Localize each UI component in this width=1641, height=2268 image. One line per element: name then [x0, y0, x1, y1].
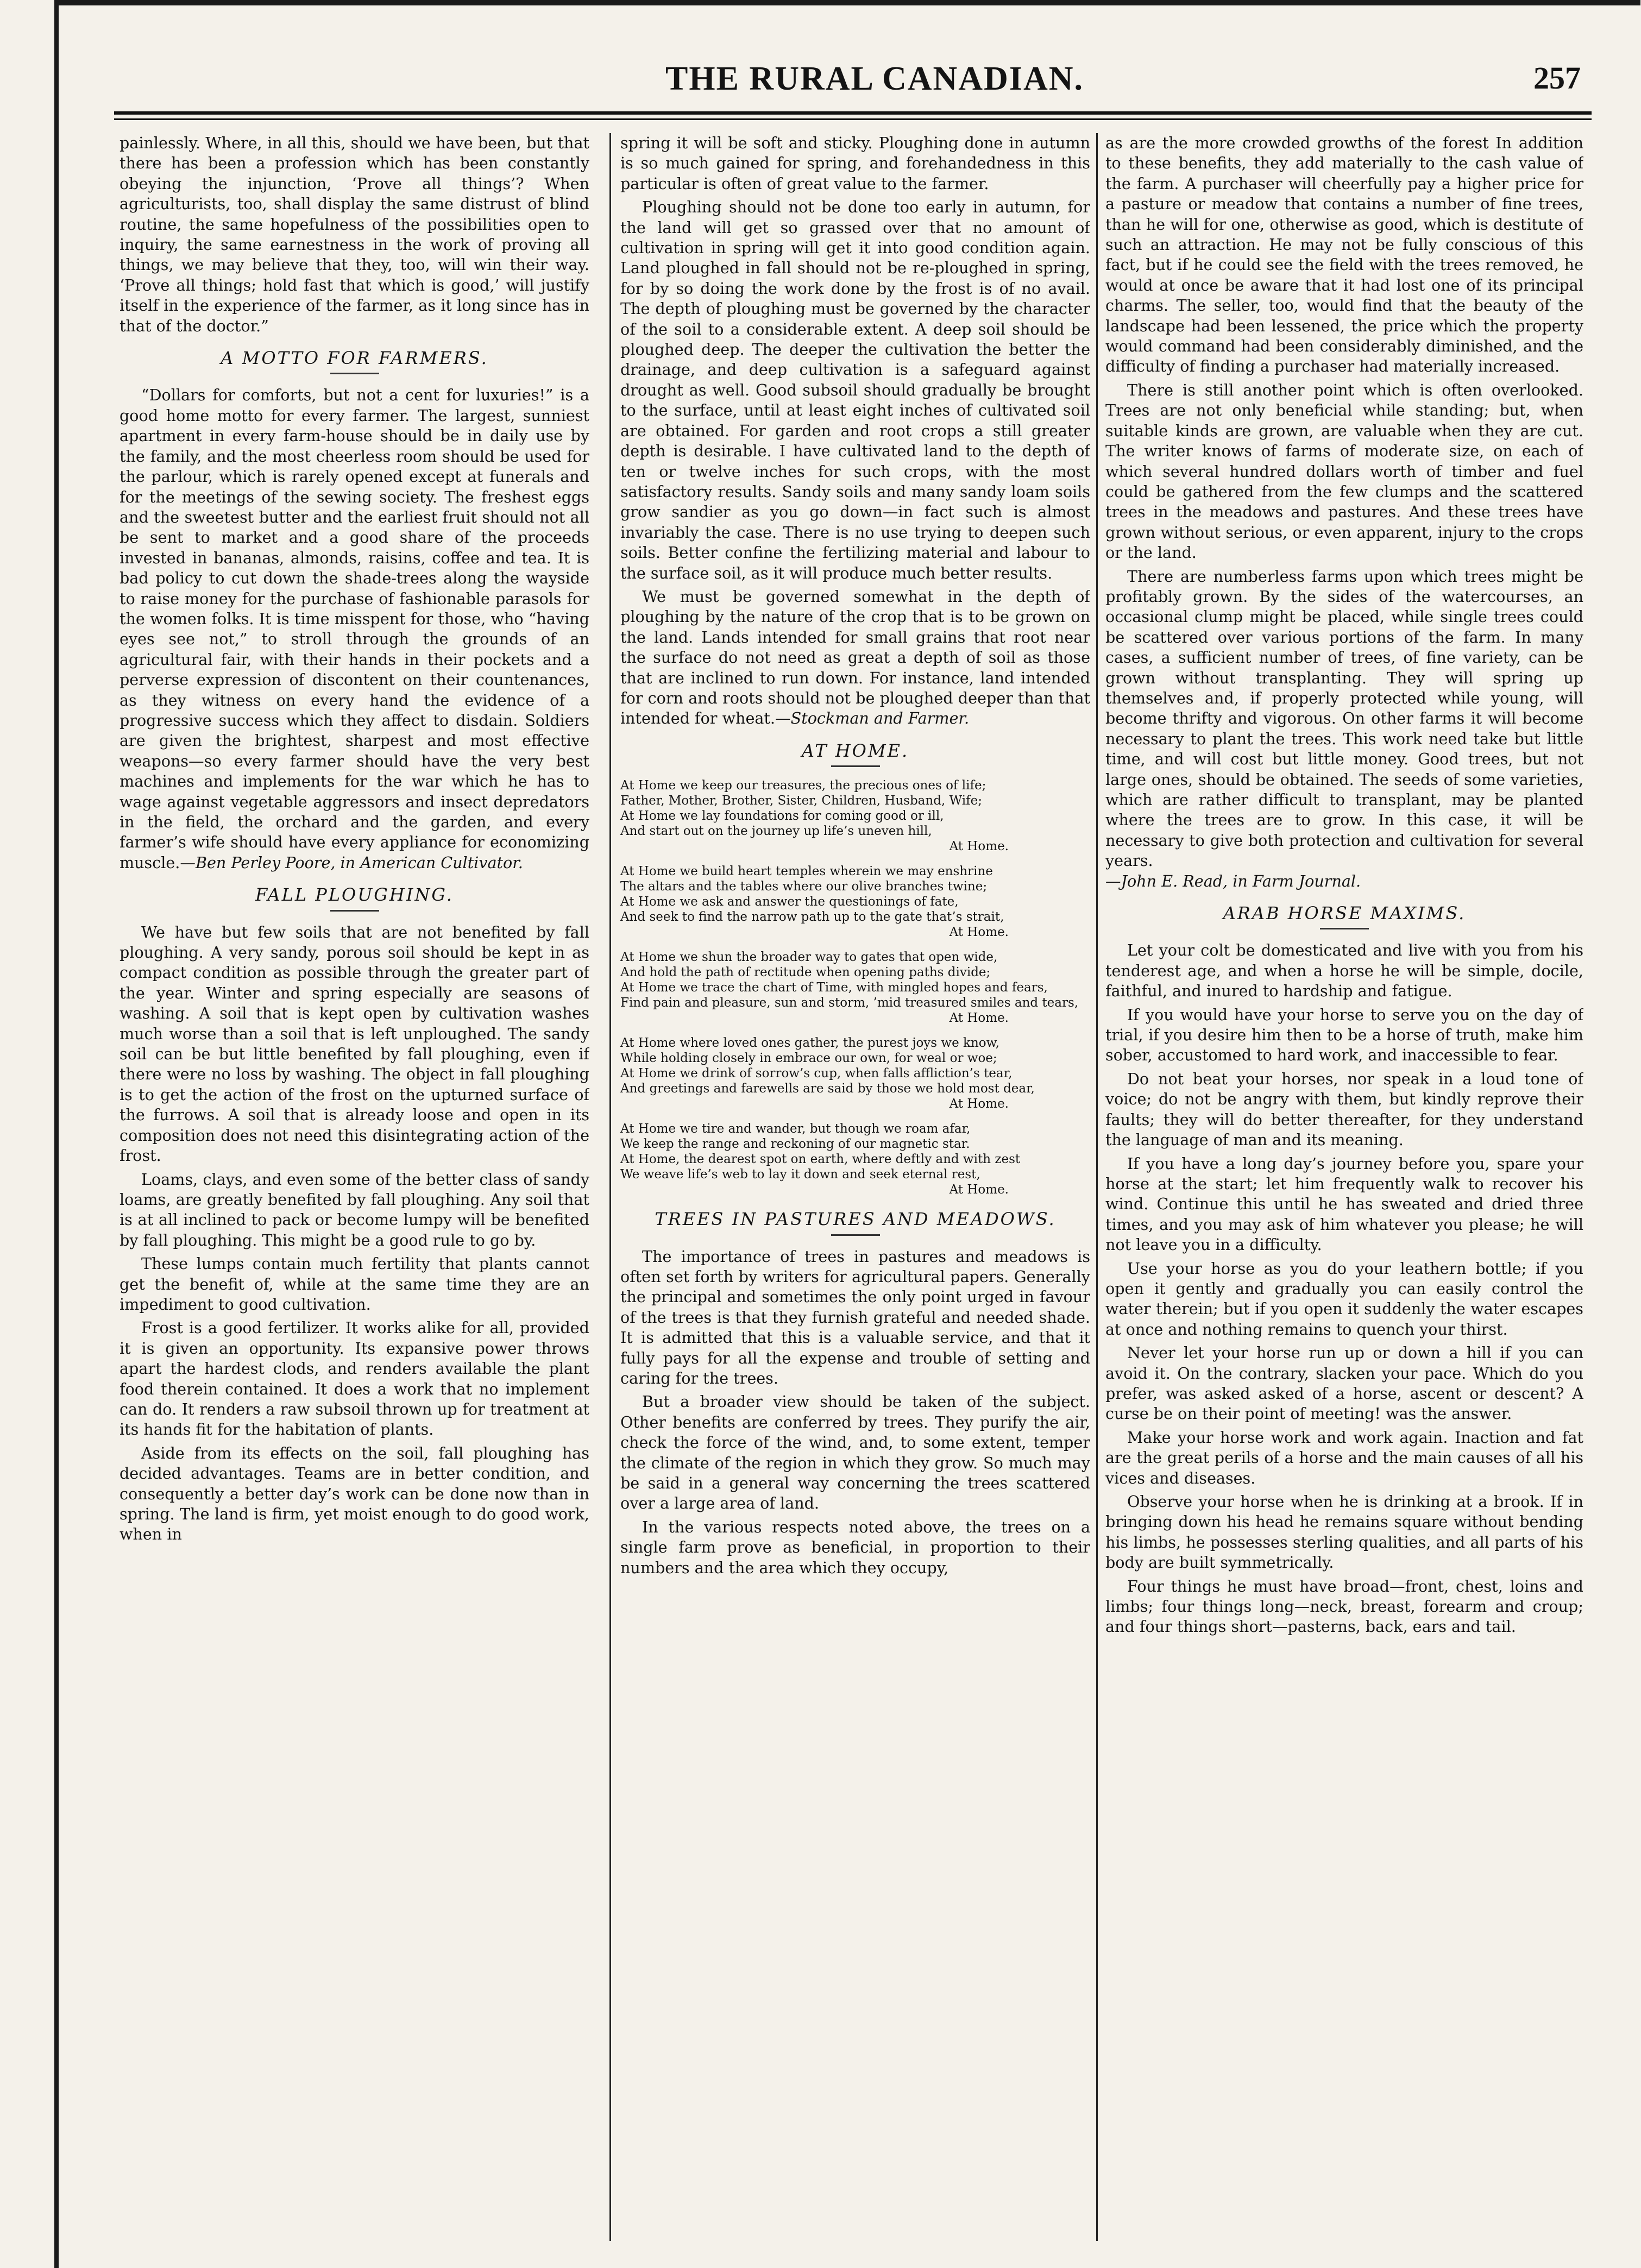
fall-continued-2: Ploughing should not be done too early in autumn, for the land will get so grassed over that no amount of cultivation in spring will get it into good condition again. Land ploughed in fall should not be re-ploughed in spring, for by so doing the work done by the frost is of no avail. The depth of ploughing must be governed by the character of the soil to a considerable extent. A deep soil should be ploughed deep. The deeper the cultivation the better the drainage, and deep cultivation is a safeguard against drought as well. Good subsoil should gradually be brought to the surface, until at least eight inches of cultivated soil are obtained. For garden and root crops a still greater depth is desirable. I have cultivated land to the depth of ten or twelve inches for such crops, with the most satisfactory results. Sandy soils and many sandy loam soils grow sandier as you go down—in fact such is almost invariably the case. There is no use trying to deepen such soils. Better confine the fertilizing material and labour to the surface soil, as it will produce much better results. — [620, 198, 1090, 582]
poem-refrain: At Home. — [949, 925, 1009, 940]
fall-continued-1: spring it will be soft and sticky. Ploughing done in autumn is so much gained for spring, and forehandedness in this particular is often of great value to the farmer. — [620, 134, 1090, 193]
heading-arab-horse-maxims: ARAB HORSE MAXIMS. — [1223, 903, 1466, 924]
heading-dash — [330, 910, 379, 912]
poem-line: Father, Mother, Brother, Sister, Children, Husband, Wife; — [620, 794, 983, 808]
fall-paragraph-3: These lumps contain much fertility that plants cannot get the benefit of, while at the same time they are an impediment to good cultivation. — [120, 1254, 589, 1314]
newspaper-title: THE RURAL CANADIAN. — [665, 60, 1084, 97]
trees-continued-1: as are the more crowded growths of the forest In addition to these benefits, they add materially to the cash value of the farm. A purchaser will cheerfully pay a higher price for a pasture or meadow that contains a number of fine trees, than he will for one, otherwise as good, which is destitute of such an attraction. He may not be fully conscious of this fact, but if he could see the field with the trees removed, he would at once be aware that it had lost one of its principal charms. The seller, too, would find that the beauty of the landscape had been lessened, the price which the property would command had been considerably diminished, and the difficulty of finding a purchaser had materially increased. — [1105, 134, 1583, 376]
page-header — [163, 60, 1586, 125]
poem-stanza-4 — [620, 1035, 1090, 1111]
column-1 — [120, 133, 589, 2252]
poem-line: At Home we shun the broader way to gates that open wide, — [620, 950, 998, 965]
fall-paragraph-2: Loams, clays, and even some of the better class of sandy loams, are greatly benefited by fall ploughing. Any soil that is at all inclined to pack or become lumpy will be benefited by fall ploughing. This might be a good rule to go by. — [120, 1170, 589, 1249]
fall-attribution: Stockman and Farmer. — [790, 709, 970, 728]
poem-line: At Home we tire and wander, but though we roam afar, — [620, 1122, 971, 1136]
trees-attribution: —John E. Read, in Farm Journal. — [1105, 871, 1361, 890]
maxim-5: Use your horse as you do your leathern bottle; if you open it gently and gradually you can easily control the water therein; but if you open it suddenly the water escapes at once and nothing remains to quench your thirst. — [1105, 1259, 1583, 1339]
heading-dash — [330, 373, 379, 374]
maxim-6: Never let your horse run up or down a hill if you can avoid it. On the contrary, slacken your pace. Which do you prefer, was asked asked of a horse, ascent or descent? A curse be on their point of meeting! was the answer. — [1105, 1343, 1583, 1423]
poem-line: At Home, the dearest spot on earth, where deftly and with zest — [620, 1152, 1021, 1167]
poem-refrain: At Home. — [949, 1183, 1009, 1197]
poem-line: And hold the path of rectitude when opening paths divide; — [620, 965, 991, 980]
maxim-2: If you would have your horse to serve you on the day of trial, if you desire him then to be a horse of truth, make him sober, accustomed to hard work, and inaccessible to fear. — [1105, 1005, 1583, 1065]
maxim-8: Observe your horse when he is drinking at a brook. If in bringing down his head he remains square without bending his limbs, he possesses sterling qualities, and all parts of his body are built symmetrically. — [1105, 1492, 1583, 1572]
poem-line: At Home we drink of sorrow’s cup, when falls affliction’s tear, — [620, 1066, 1013, 1081]
maxim-1: Let your colt be domesticated and live with you from his tenderest age, and when a horse he will be simple, docile, faithful, and inured to hardship and fatigue. — [1105, 941, 1583, 1001]
heading-trees-in-pastures: TREES IN PASTURES AND MEADOWS. — [655, 1209, 1056, 1230]
trees-paragraph-3: In the various respects noted above, the trees on a single farm prove as beneficial, in proportion to their numbers and the area which they occupy, — [620, 1517, 1090, 1577]
trees-continued-3: There are numberless farms upon which trees might be profitably grown. By the sides of the watercourses, an occasional clump might be placed, while single trees could be scattered over various portions of the farm. In many cases, a sufficient number of trees, of fine variety, can be grown without transplanting. They will spring up themselves and, if properly protected while young, will become thrifty and vigorous. On other farms it will become necessary to plant the trees. This work need take but little time, and will cost but little money. Good trees, but not large ones, should be obtained. The seeds of some varieties, which are rather difficult to transplant, may be planted where the trees are to grow. In this case, it will be necessary to give both protection and cultivation for several years. —John E. Read, in Farm Journal. — [1105, 567, 1583, 890]
poem-line: At Home we trace the chart of Time, with mingled hopes and fears, — [620, 981, 1048, 995]
poem-stanza-3 — [620, 950, 1090, 1026]
maxim-7: Make your horse work and work again. Inaction and fat are the great perils of a horse and the main causes of all his vices and diseases. — [1105, 1428, 1583, 1487]
maxim-3: Do not beat your horses, nor speak in a loud tone of voice; do not be angry with them, but kindly reprove their faults; they will do better thereafter, for they understand the language of man and its meaning. — [1105, 1069, 1583, 1149]
poem-line: We weave life’s web to lay it down and seek eternal rest, — [620, 1167, 980, 1182]
poem-line: Find pain and pleasure, sun and storm, ’mid treasured smiles and tears, — [620, 996, 1079, 1010]
trees-continued-2: There is still another point which is often overlooked. Trees are not only beneficial while standing; but, when suitable kinds are grown, are valuable when they are cut. The writer knows of farms of moderate size, on each of which several hundred dollars worth of timber and fuel could be gathered from the few clumps and the scattered trees in the meadows and pastures. And these trees have grown without serious, or even apparent, injury to the crops or the land. — [1105, 380, 1583, 562]
page-top-border — [54, 0, 1640, 5]
heading-fall-ploughing: FALL PLOUGHING. — [255, 884, 454, 906]
poem-line: At Home we lay foundations for coming good or ill, — [620, 809, 944, 824]
poem-refrain: At Home. — [949, 1011, 1009, 1026]
poem-line: While holding closely in embrace our own, for weal or woe; — [620, 1051, 997, 1066]
poem-line: And greetings and farewells are said by those we hold most dear, — [620, 1082, 1035, 1096]
header-rule-bottom — [114, 118, 1592, 120]
column-2 — [620, 133, 1090, 2252]
poem-line: And start out on the journey up life’s uneven hill, — [620, 824, 932, 839]
motto-attribution: Ben Perley Poore, in American Cultivator. — [195, 853, 523, 872]
heading-dash — [1320, 928, 1369, 929]
poem-line: We keep the range and reckoning of our magnetic star. — [620, 1137, 970, 1152]
poem-refrain: At Home. — [949, 1097, 1009, 1111]
heading-motto-for-farmers: A MOTTO FOR FARMERS. — [221, 348, 488, 369]
poem-refrain: At Home. — [949, 839, 1009, 854]
maxim-4: If you have a long day’s journey before you, spare your horse at the start; let him frequently walk to recover his wind. Continue this until he has sweated and dried three times, and you may ask of him whatever you please; he will not leave you in a difficulty. — [1105, 1154, 1583, 1254]
column-3 — [1105, 133, 1583, 2252]
poem-line: At Home where loved ones gather, the purest joys we know, — [620, 1036, 999, 1051]
heading-dash — [831, 1234, 880, 1236]
trees-paragraph-2: But a broader view should be taken of the subject. Other benefits are conferred by trees. They purify the air, check the force of the wind, and, to some extent, temper the climate of the region in which they grow. So much may be said in a general way concerning the trees scattered over a large area of land. — [620, 1392, 1090, 1513]
poem-line: At Home we keep our treasures, the precious ones of life; — [620, 778, 986, 793]
poem-line: And seek to find the narrow path up to the gate that’s strait, — [620, 910, 1004, 925]
poem-line: The altars and the tables where our olive branches twine; — [620, 879, 988, 894]
poem-stanza-1 — [620, 778, 1090, 854]
page-binding-edge — [54, 0, 59, 2268]
fall-paragraph-1: We have but few soils that are not benefited by fall ploughing. A very sandy, porous soil should be kept in as compact condition as possible through the greater part of the year. Winter and spring especially are seasons of washing. A soil that is kept open by cultivation washes much worse than a soil that is left unploughed. The sandy soil can be but little benefited by fall ploughing, even if there were no loss by washing. The object in fall ploughing is to get the action of the frost on the upturned surface of the furrows. A soil that is already loose and open in its composition does not need this disintegrating action of the frost. — [120, 922, 589, 1165]
column-divider-2 — [1096, 133, 1098, 2241]
poem-line: At Home we ask and answer the questionings of fate, — [620, 895, 959, 909]
column-divider-1 — [609, 133, 611, 2241]
maxim-9: Four things he must have broad—front, chest, loins and limbs; four things long—neck, breast, forearm and croup; and four things short—pasterns, back, ears and tail. — [1105, 1576, 1583, 1636]
heading-dash — [831, 765, 880, 767]
doctor-article-end: painlessly. Where, in all this, should we have been, but that there has been a profession which has been constantly obeying the injunction, ‘Prove all things’? When agriculturists, too, shall display the same distrust of blind routine, the same hopefulness of the possibilities open to inquiry, the same earnestness in the work of proving all things, we may believe that they, too, will win their way. ‘Prove all things; hold fast that which is good,’ will justify itself in the experience of the farmer, as it long since has in that of the doctor.” — [120, 134, 589, 335]
poem-line: At Home we build heart temples wherein we may enshrine — [620, 864, 993, 879]
heading-at-home: AT HOME. — [801, 740, 909, 761]
fall-paragraph-5: Aside from its effects on the soil, fall ploughing has decided advantages. Teams are in better condition, and consequently a better day’s work can be done now than in spring. The land is firm, yet moist enough to do good work, when in — [120, 1443, 589, 1544]
motto-paragraph: “Dollars for comforts, but not a cent for luxuries!” is a good home motto for every farmer. The largest, sunniest apartment in every farm-house should be in daily use by the family, and the most cheerless room should be used for the parlour, which is rarely opened except at funerals and for the meetings of the sewing society. The freshest eggs and the sweetest butter and the earliest fruit should not all be sent to market and a good share of the proceeds invested in bananas, almonds, raisins, coffee and tea. It is bad policy to cut down the shade-trees along the wayside to raise money for the purchase of fashionable parasols for the women folks. It is time misspent for those, who “having eyes see not,” to stroll through the grounds of an agricultural fair, with their hands in their pockets and a perverse expression of discontent on their countenances, as they witness on every hand the evidence of a progressive success which they affect to disdain. Soldiers are given the brightest, sharpest and most effective weapons—so every farmer should have the very best machines and implements for the war which he has to wage against vegetable aggressors and insect depredators in the field, the orchard and the garden, and every farmer’s wife should have every appliance for economizing muscle.—Ben Perley Poore, in American Cultivator. — [120, 386, 589, 872]
trees-paragraph-1: The importance of trees in pastures and meadows is often set forth by writers for agricultural papers. Generally the principal and sometimes the only point urged in favour of the trees is that they furnish grateful and needed shade. It is admitted that this is a valuable service, and that it fully pays for all the expense and trouble of setting and caring for the trees. — [620, 1247, 1090, 1388]
page-number: 257 — [1533, 60, 1581, 96]
header-rule-top — [114, 111, 1592, 115]
poem-stanza-5 — [620, 1121, 1090, 1197]
fall-paragraph-4: Frost is a good fertilizer. It works alike for all, provided it is given an opportunity. Its expansive power throws apart the hardest clods, and renders available the plant food therein contained. It does a work that no implement can do. It renders a raw subsoil thrown up for treatment at its hands fit for the habitation of plants. — [120, 1318, 589, 1439]
fall-continued-3: We must be governed somewhat in the depth of ploughing by the nature of the crop that is to be grown on the land. Lands intended for small grains that root near the surface do not need as great a depth of soil as those that are inclined to run down. For instance, land intended for corn and roots should not be ploughed deeper than that intended for wheat.—Stockman and Farmer. — [620, 587, 1090, 728]
poem-stanza-2 — [620, 864, 1090, 940]
